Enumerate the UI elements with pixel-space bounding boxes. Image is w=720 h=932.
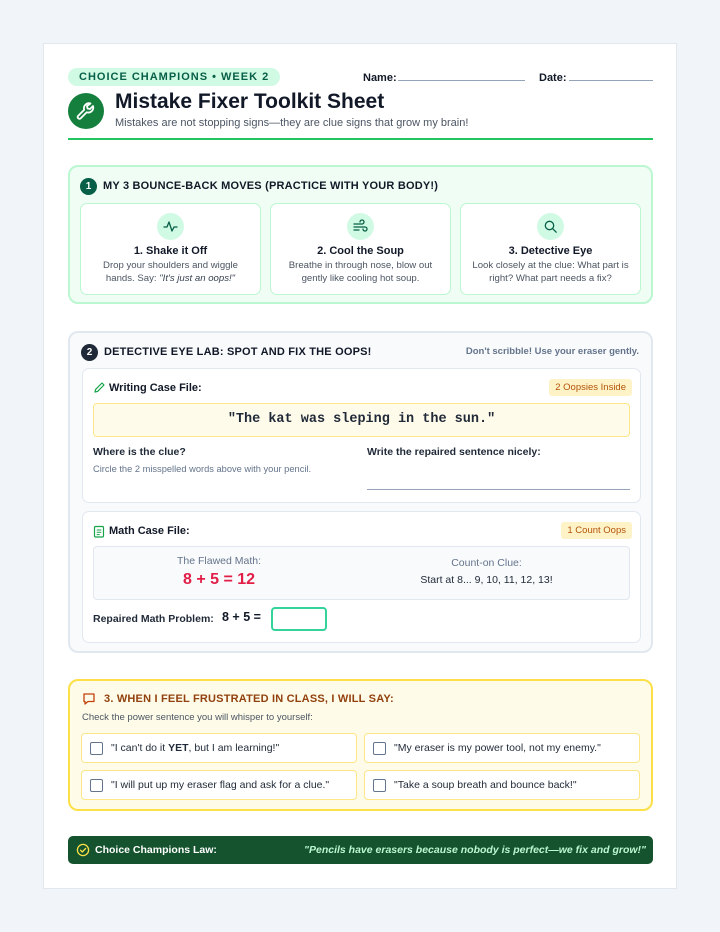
flawed-sentence: "The kat was sleping in the sun." — [93, 403, 630, 437]
clipboard-icon — [93, 525, 105, 543]
section-heading: DETECTIVE EYE LAB: SPOT AND FIX THE OOPS! — [104, 346, 372, 358]
flawed-math-value: 8 + 5 = 12 — [182, 571, 256, 588]
worksheet-page — [43, 43, 677, 889]
pulse-icon — [157, 213, 184, 240]
move-description: Drop your shoulders and wiggle hands. Say: "It's just an oops!" — [103, 260, 238, 284]
math-clue-box — [93, 546, 630, 600]
section-help: Check the power sentence you will whisper to yourself: — [82, 712, 313, 723]
move-title: 2. Cool the Soup — [317, 245, 404, 257]
clue-label: Where is the clue? — [93, 446, 186, 458]
week-badge: CHOICE CHAMPIONS • WEEK 2 — [68, 68, 280, 86]
law-label: Choice Champions Law: — [95, 844, 217, 856]
wrench-icon — [68, 93, 104, 129]
bounce-back-section — [68, 165, 653, 304]
math-answer-box[interactable] — [271, 607, 327, 631]
section-heading: MY 3 BOUNCE-BACK MOVES (PRACTICE WITH YOUR BODY!) — [103, 180, 439, 192]
oopsies-tag: 2 Oopsies Inside — [549, 379, 632, 396]
checkbox[interactable] — [373, 779, 386, 792]
option-text: "I will put up my eraser flag and ask for a clue." — [111, 779, 330, 791]
move-title: 1. Shake it Off — [133, 245, 208, 257]
move-description: Breathe in through nose, blow out gently like cooling hot soup. — [288, 260, 433, 284]
power-sentence-option[interactable] — [364, 733, 640, 763]
detective-lab-section — [68, 331, 653, 653]
power-sentence-option[interactable] — [364, 770, 640, 800]
section-number-badge: 1 — [80, 178, 97, 195]
eraser-note: Don't scribble! Use your eraser gently. — [465, 346, 639, 357]
move-title: 3. Detective Eye — [508, 245, 593, 257]
check-circle-icon — [76, 843, 90, 862]
checkbox[interactable] — [90, 742, 103, 755]
frustration-section — [68, 679, 653, 811]
law-text: "Pencils have erasers because nobody is perfect—we fix and grow!" — [304, 844, 646, 856]
repair-label: Write the repaired sentence nicely: — [367, 446, 541, 458]
repaired-sentence-line[interactable] — [367, 489, 630, 490]
repaired-math-expression: 8 + 5 = — [222, 610, 261, 624]
option-text: "My eraser is my power tool, not my enemy." — [394, 742, 601, 754]
case-title: Writing Case File: — [109, 382, 202, 394]
move-card-detective-eye — [460, 203, 641, 295]
speech-bubble-icon — [82, 692, 96, 711]
option-text: "I can't do it YET, but I am learning!" — [111, 742, 280, 754]
name-field[interactable] — [398, 80, 525, 81]
checkbox[interactable] — [90, 779, 103, 792]
count-oops-tag: 1 Count Oops — [561, 522, 632, 539]
section-number-badge: 2 — [81, 344, 98, 361]
section-heading: 3. WHEN I FEEL FRUSTRATED IN CLASS, I WILL SAY: — [104, 693, 394, 705]
repaired-math-label: Repaired Math Problem: — [93, 613, 214, 625]
date-label: Date: — [539, 72, 567, 84]
clue-help: Circle the 2 misspelled words above with your pencil. — [93, 464, 312, 474]
math-case-card — [82, 511, 641, 643]
case-title: Math Case File: — [109, 525, 190, 537]
writing-case-card — [82, 368, 641, 503]
power-sentence-option[interactable] — [81, 733, 357, 763]
pencil-icon — [93, 381, 106, 399]
count-on-clue-label: Count-on Clue: — [451, 557, 522, 569]
magnifier-icon — [537, 213, 564, 240]
count-on-clue-value: Start at 8... 9, 10, 11, 12, 13! — [420, 574, 553, 586]
page-title: Mistake Fixer Toolkit Sheet — [115, 90, 385, 113]
checkbox[interactable] — [373, 742, 386, 755]
date-field[interactable] — [569, 80, 653, 81]
header-divider — [68, 138, 653, 140]
page-subtitle: Mistakes are not stopping signs—they are clue signs that grow my brain! — [115, 117, 469, 129]
name-label: Name: — [363, 72, 397, 84]
move-card-shake — [80, 203, 261, 295]
move-description: Look closely at the clue: What part is right? What part needs a fix? — [472, 260, 629, 284]
move-card-cool-soup — [270, 203, 451, 295]
flawed-math-label: The Flawed Math: — [176, 555, 262, 567]
wind-icon — [347, 213, 374, 240]
option-text: "Take a soup breath and bounce back!" — [394, 779, 577, 791]
power-sentence-option[interactable] — [81, 770, 357, 800]
champions-law-banner — [68, 836, 653, 864]
